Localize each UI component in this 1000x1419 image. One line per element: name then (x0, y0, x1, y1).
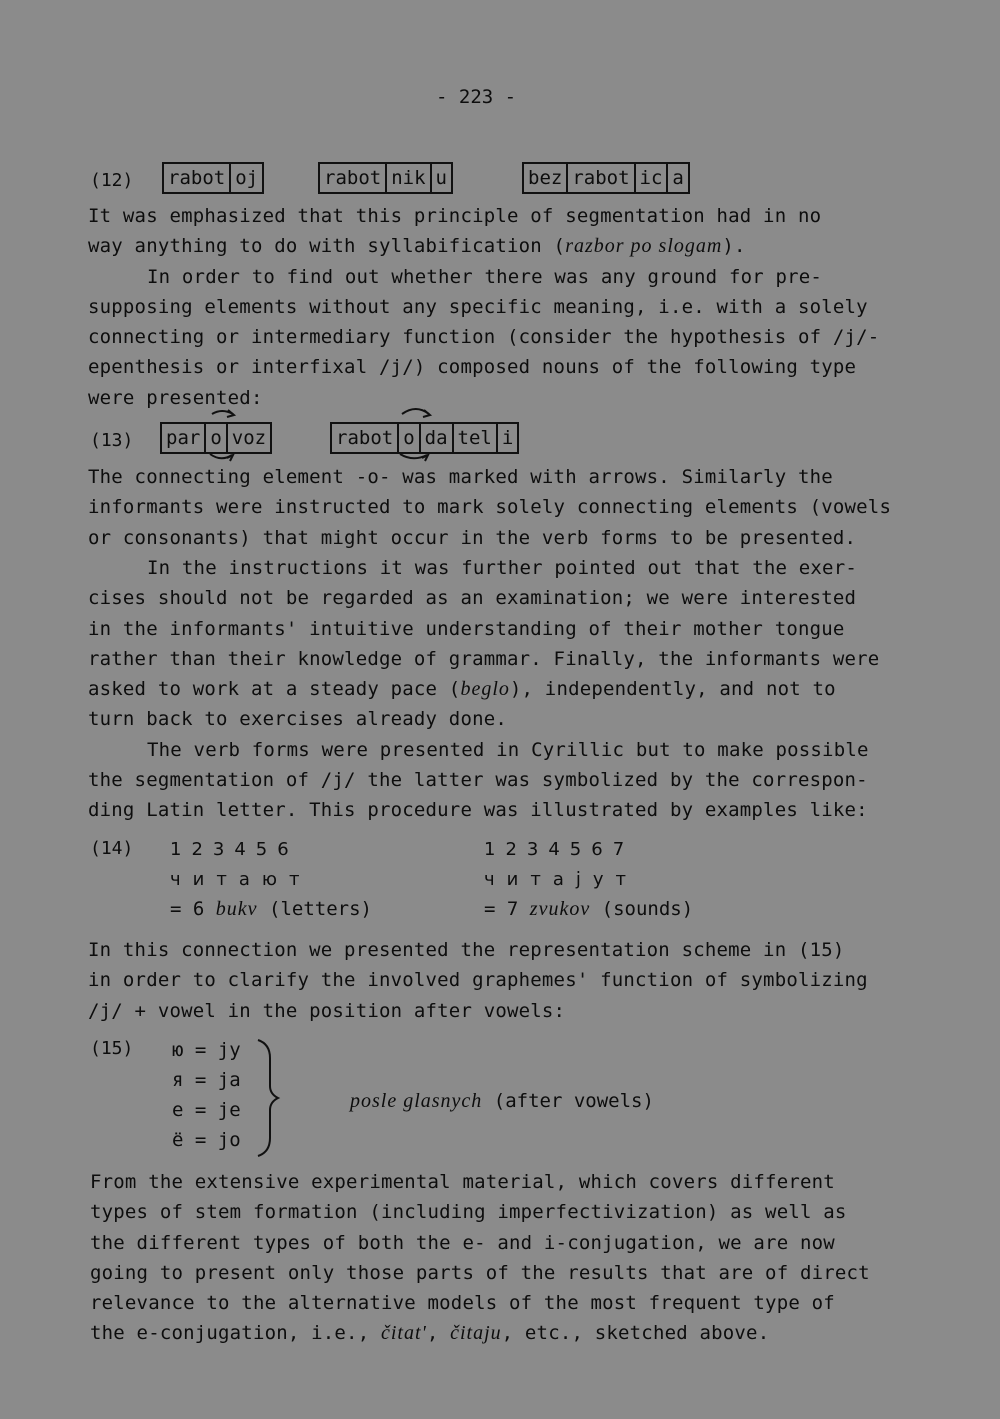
arrow-icon (400, 454, 427, 458)
grapheme-row: ё = jo (172, 1129, 241, 1151)
morpheme: rabot (332, 424, 399, 452)
segmented-word-rabotodateli (330, 422, 519, 454)
morpheme: u (435, 167, 447, 189)
body-text-line: in order to clarify the involved graphemes' function of symbolizing (88, 969, 868, 991)
morpheme: oj (235, 167, 259, 189)
morpheme: ic (636, 164, 669, 192)
example-15-label: (15) (90, 1038, 134, 1059)
body-text-line: The verb forms were presented in Cyrillic but to make possible (147, 739, 869, 761)
body-text-line: In order to find out whether there was any ground for pre- (147, 266, 823, 288)
morpheme: rabot (568, 164, 635, 192)
body-text-line: going to present only those parts of the results that are of direct (90, 1262, 870, 1284)
morpheme: da (421, 424, 454, 452)
arrow-icon (422, 455, 428, 461)
body-text-line: in the informants' intuitive understanding of their mother tongue (88, 618, 845, 640)
morpheme: i (501, 427, 514, 449)
body-text-line: or consonants) that might occur in the verb forms to be presented. (88, 527, 857, 549)
body-text-line: relevance to the alternative models of the most frequent type of (90, 1292, 835, 1314)
body-text-line: informants were instructed to mark solely connecting elements (vowels (88, 496, 892, 518)
body-text-line: The connecting element -o- was marked with arrows. Similarly the (88, 466, 833, 488)
body-text-line: rather than their knowledge of grammar. Finally, the informants were (88, 648, 880, 670)
morpheme: rabot (320, 164, 387, 192)
body-text-line: types of stem formation (including imperfectivization) as well as (90, 1201, 847, 1223)
morpheme: voz (231, 427, 267, 449)
body-text-line: were presented: (88, 387, 263, 409)
brace-note: posle glasnych (after vowels) (350, 1090, 654, 1112)
body-text-line: /j/ + vowel in the position after vowels: (88, 1000, 566, 1022)
body-text-line: supposing elements without any specific meaning, i.e. with a solely (88, 296, 868, 318)
arrow-icon (402, 409, 429, 414)
cyrillic-word: читајут (484, 869, 638, 890)
sound-count-digits: 1234567 (484, 839, 635, 860)
example-12-label: (12) (90, 170, 134, 191)
body-text-line: asked to work at a steady pace (beglo), independently, and not to (88, 678, 836, 700)
arrow-icon (210, 454, 232, 458)
arrow-icon (423, 410, 430, 417)
arrow-icon (227, 455, 233, 461)
morpheme: nik (387, 164, 431, 192)
page-number: - 223 - (436, 86, 517, 108)
segmented-word-rabotniku (318, 162, 453, 194)
body-text-line: In the instructions it was further pointed out that the exer- (147, 557, 857, 579)
example-13-label: (13) (90, 430, 134, 451)
morpheme: rabot (164, 164, 231, 192)
grapheme-row: е = je (172, 1099, 241, 1121)
morpheme: tel (454, 424, 498, 452)
body-text-line: way anything to do with syllabification (razbor po slogam). (88, 235, 746, 257)
morpheme: a (672, 167, 684, 189)
right-brace-icon (252, 1038, 292, 1158)
grapheme-row: я = ja (172, 1069, 241, 1091)
body-text-line: connecting or intermediary function (consider the hypothesis of /j/- (88, 326, 880, 348)
segmented-word-rabotoj (162, 162, 264, 194)
body-text-line: the e-conjugation, i.e., čitat', čitaju, etc., sketched above. (90, 1322, 770, 1344)
example-14-label: (14) (90, 838, 134, 859)
body-text-line: cises should not be regarded as an examination; we were interested (88, 587, 857, 609)
morpheme: o (399, 424, 420, 452)
body-text-line: In this connection we presented the representation scheme in (15) (88, 939, 845, 961)
morpheme: o (206, 424, 227, 452)
morpheme: par (162, 424, 206, 452)
letter-count-digits: 123456 (170, 839, 299, 860)
body-text-line: turn back to exercises already done. (88, 708, 508, 730)
grapheme-row: ю = jy (172, 1039, 241, 1061)
body-text-line: ding Latin letter. This procedure was illustrated by examples like: (88, 799, 868, 821)
count-result: = 7 zvukov (sounds) (484, 898, 694, 920)
segmented-word-bezrabotica (522, 162, 690, 194)
arrow-icon (227, 410, 234, 417)
body-text-line: the different types of both the e- and i-conjugation, we are now (90, 1232, 835, 1254)
segmented-word-parovoz (160, 422, 272, 454)
morpheme: bez (524, 164, 568, 192)
count-result: = 6 bukv (letters) (170, 898, 372, 920)
body-text-line: From the extensive experimental material, which covers different (90, 1171, 835, 1193)
body-text-line: the segmentation of /j/ the latter was symbolized by the correspon- (88, 769, 868, 791)
arrow-icon (212, 411, 233, 414)
cyrillic-word: читают (170, 869, 312, 890)
body-text-line: It was emphasized that this principle of segmentation had in no (88, 205, 822, 227)
body-text-line: epenthesis or interfixal /j/) composed nouns of the following type (88, 356, 857, 378)
